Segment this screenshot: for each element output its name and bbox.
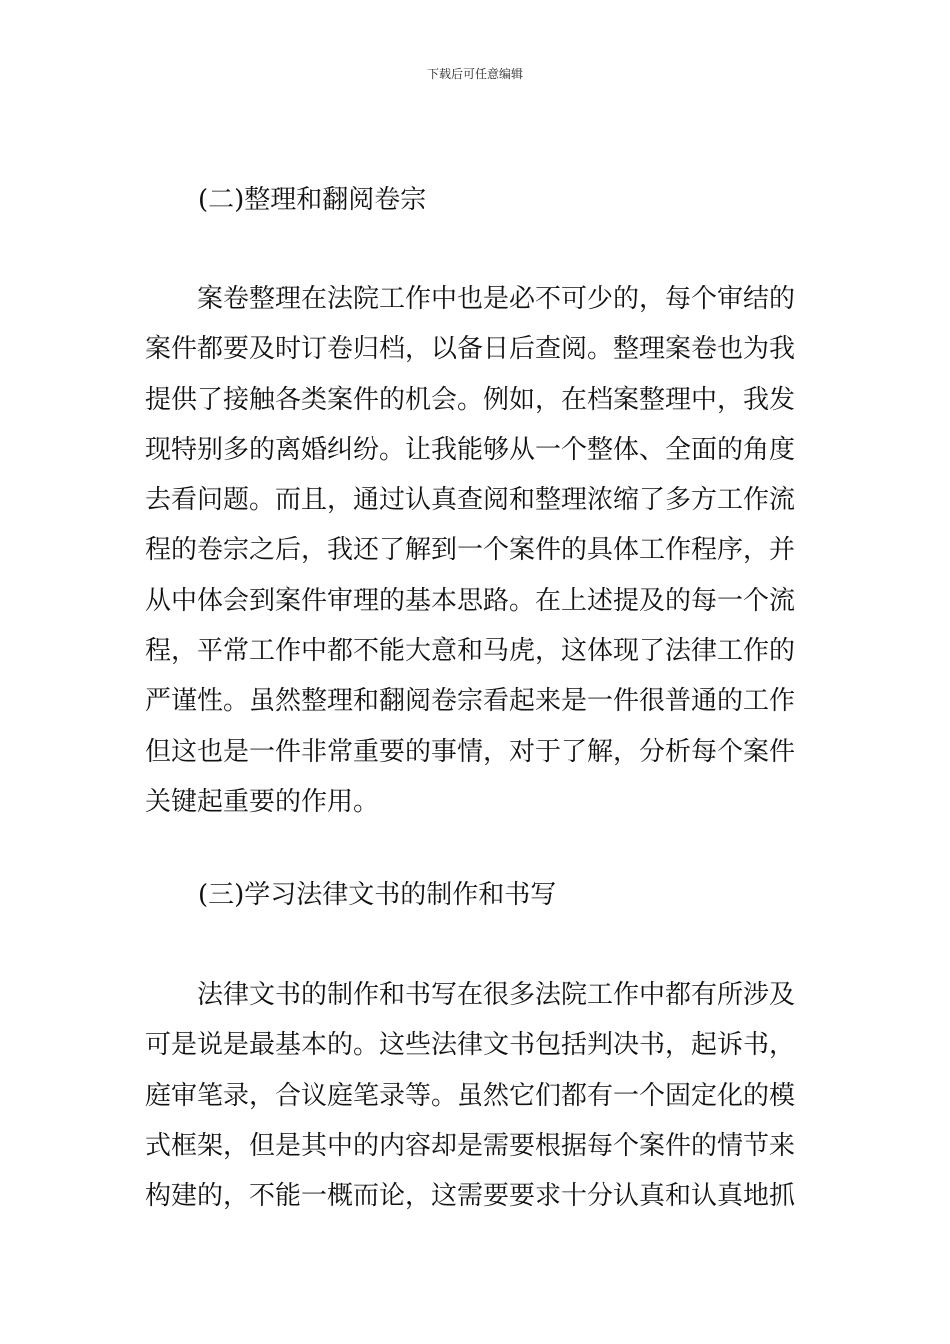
- paragraph-line: 可是说是最基本的。这些法律文书包括判决书，起诉书，: [145, 1030, 796, 1061]
- paragraph-line: 构建的，不能一概而论，这需要要求十分认真和认真地抓: [145, 1181, 796, 1212]
- paragraph-line: 案件都要及时订卷归档，以备日后查阅。整理案卷也为我: [145, 334, 796, 365]
- paragraph-line: 关键起重要的作用。: [145, 786, 380, 817]
- section-heading-3: (三)学习法律文书的制作和书写: [198, 880, 557, 910]
- section-paragraph-3: [145, 970, 810, 1221]
- section-paragraph-2: [145, 274, 810, 827]
- paragraph-line: 程，平常工作中都不能大意和马虎，这体现了法律工作的: [145, 636, 796, 667]
- paragraph-line: 式框架，但是其中的内容却是需要根据每个案件的情节来: [145, 1130, 796, 1161]
- paragraph-line: 案卷整理在法院工作中也是必不可少的，每个审结的: [197, 284, 796, 314]
- paragraph-line: 庭审笔录，合议庭笔录等。虽然它们都有一个固定化的模: [145, 1080, 796, 1111]
- section-heading-2: (二)整理和翻阅卷宗: [198, 185, 427, 215]
- paragraph-line: 现特别多的离婚纠纷。让我能够从一个整体、全面的角度: [145, 434, 796, 465]
- paragraph-line: 法律文书的制作和书写在很多法院工作中都有所涉及: [197, 980, 796, 1010]
- paragraph-line: 但这也是一件非常重要的事情，对于了解，分析每个案件: [145, 736, 796, 767]
- header-note: 下载后可任意编辑: [426, 67, 523, 81]
- paragraph-line: 程的卷宗之后，我还了解到一个案件的具体工作程序，并: [145, 535, 796, 566]
- paragraph-line: 严谨性。虽然整理和翻阅卷宗看起来是一件很普通的工作: [145, 686, 796, 717]
- paragraph-line: 去看问题。而且，通过认真查阅和整理浓缩了多方工作流: [145, 485, 796, 516]
- paragraph-line: 提供了接触各类案件的机会。例如，在档案整理中，我发: [145, 384, 796, 415]
- paragraph-line: 从中体会到案件审理的基本思路。在上述提及的每一个流: [145, 585, 796, 616]
